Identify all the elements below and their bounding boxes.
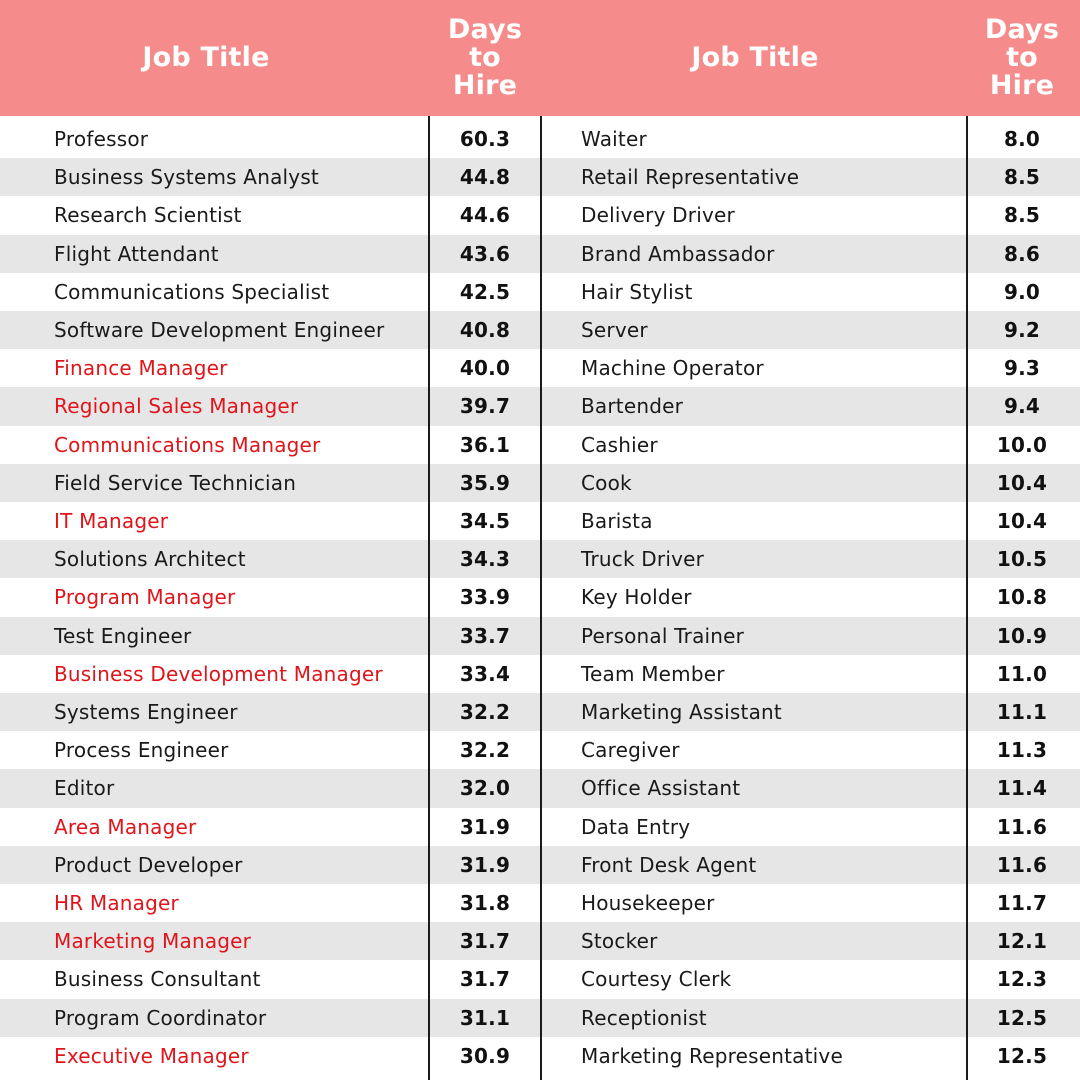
right-job-title: Cashier: [581, 432, 658, 457]
left-job-title: Marketing Manager: [54, 929, 252, 954]
right-days-to-hire: 10.0: [996, 432, 1048, 457]
right-job-title: Server: [581, 318, 648, 343]
left-job-title: Regional Sales Manager: [54, 394, 299, 419]
right-days-to-hire: 9.3: [1003, 356, 1041, 381]
column-divider: [428, 116, 430, 1080]
left-job-title: Editor: [54, 776, 115, 801]
right-days-to-hire: 10.4: [996, 470, 1048, 495]
left-job-title: Research Scientist: [54, 203, 242, 228]
left-job-title: Test Engineer: [54, 623, 192, 648]
left-days-to-hire: 42.5: [459, 279, 511, 304]
column-divider: [966, 116, 968, 1080]
right-job-title: Team Member: [581, 661, 725, 686]
right-days-to-hire: 9.0: [1003, 279, 1041, 304]
right-job-title: Front Desk Agent: [581, 852, 757, 877]
left-days-to-hire: 44.8: [459, 165, 511, 190]
right-job-title: Housekeeper: [581, 891, 715, 916]
left-job-title: Program Manager: [54, 585, 236, 610]
left-days-to-hire: 40.8: [459, 318, 511, 343]
left-days-to-hire: 30.9: [459, 1043, 511, 1068]
left-days-to-hire: 33.7: [459, 623, 511, 648]
right-days-to-hire: 11.7: [996, 891, 1048, 916]
left-days-to-hire: 32.2: [459, 738, 511, 763]
left-job-title: Program Coordinator: [54, 1005, 267, 1030]
left-days-to-hire: 44.6: [459, 203, 511, 228]
left-job-title: Finance Manager: [54, 356, 228, 381]
left-job-title: Software Development Engineer: [54, 318, 385, 343]
right-job-title: Delivery Driver: [581, 203, 735, 228]
left-job-title: Solutions Architect: [54, 547, 246, 572]
left-job-title: Executive Manager: [54, 1043, 249, 1068]
left-days-to-hire: 31.7: [459, 967, 511, 992]
left-job-title: Business Systems Analyst: [54, 165, 319, 190]
left-days-to-hire: 33.4: [459, 661, 511, 686]
right-job-title: Bartender: [581, 394, 684, 419]
header-days-to-hire-right: Days to Hire: [984, 14, 1060, 101]
right-job-title: Machine Operator: [581, 356, 764, 381]
left-job-title: Professor: [54, 127, 149, 152]
left-days-to-hire: 31.8: [459, 891, 511, 916]
left-days-to-hire: 39.7: [459, 394, 511, 419]
right-days-to-hire: 12.1: [996, 929, 1048, 954]
right-days-to-hire: 10.5: [996, 547, 1048, 572]
left-job-title: Business Development Manager: [54, 661, 383, 686]
right-days-to-hire: 12.5: [996, 1043, 1048, 1068]
left-days-to-hire: 36.1: [459, 432, 511, 457]
header-job-title-right: Job Title: [691, 42, 819, 73]
left-job-title: Process Engineer: [54, 738, 229, 763]
left-job-title: Systems Engineer: [54, 700, 238, 725]
left-job-title: Business Consultant: [54, 967, 261, 992]
right-job-title: Hair Stylist: [581, 279, 693, 304]
left-job-title: Area Manager: [54, 814, 197, 839]
right-days-to-hire: 8.0: [1003, 127, 1041, 152]
right-days-to-hire: 12.3: [996, 967, 1048, 992]
right-job-title: Data Entry: [581, 814, 691, 839]
header-days-to-hire-left: Days to Hire: [447, 14, 523, 101]
right-job-title: Cook: [581, 470, 632, 495]
left-job-title: Field Service Technician: [54, 470, 297, 495]
left-days-to-hire: 31.9: [459, 814, 511, 839]
right-days-to-hire: 9.2: [1003, 318, 1041, 343]
left-job-title: Communications Manager: [54, 432, 321, 457]
right-days-to-hire: 8.6: [1003, 241, 1041, 266]
right-days-to-hire: 11.6: [996, 814, 1048, 839]
left-job-title: Product Developer: [54, 852, 243, 877]
left-job-title: Communications Specialist: [54, 279, 330, 304]
right-job-title: Receptionist: [581, 1005, 707, 1030]
right-job-title: Brand Ambassador: [581, 241, 775, 266]
right-job-title: Barista: [581, 509, 653, 534]
right-days-to-hire: 8.5: [1003, 165, 1041, 190]
right-job-title: Key Holder: [581, 585, 692, 610]
right-days-to-hire: 11.6: [996, 852, 1048, 877]
right-days-to-hire: 11.0: [996, 661, 1048, 686]
left-days-to-hire: 40.0: [459, 356, 511, 381]
right-job-title: Marketing Representative: [581, 1043, 843, 1068]
right-days-to-hire: 9.4: [1003, 394, 1041, 419]
left-days-to-hire: 31.1: [459, 1005, 511, 1030]
left-days-to-hire: 31.9: [459, 852, 511, 877]
left-days-to-hire: 34.3: [459, 547, 511, 572]
left-days-to-hire: 34.5: [459, 509, 511, 534]
right-days-to-hire: 8.5: [1003, 203, 1041, 228]
right-job-title: Courtesy Clerk: [581, 967, 732, 992]
left-days-to-hire: 31.7: [459, 929, 511, 954]
right-job-title: Caregiver: [581, 738, 680, 763]
right-days-to-hire: 11.4: [996, 776, 1048, 801]
right-job-title: Waiter: [581, 127, 647, 152]
left-days-to-hire: 33.9: [459, 585, 511, 610]
right-job-title: Stocker: [581, 929, 658, 954]
left-job-title: Flight Attendant: [54, 241, 219, 266]
left-days-to-hire: 32.2: [459, 700, 511, 725]
right-job-title: Truck Driver: [581, 547, 705, 572]
header-job-title-left: Job Title: [142, 42, 270, 73]
right-job-title: Office Assistant: [581, 776, 741, 801]
right-job-title: Marketing Assistant: [581, 700, 782, 725]
left-days-to-hire: 43.6: [459, 241, 511, 266]
right-days-to-hire: 10.8: [996, 585, 1048, 610]
left-days-to-hire: 35.9: [459, 470, 511, 495]
right-job-title: Retail Representative: [581, 165, 800, 190]
right-days-to-hire: 11.3: [996, 738, 1048, 763]
right-days-to-hire: 10.9: [996, 623, 1048, 648]
left-job-title: HR Manager: [54, 891, 179, 916]
table-header: [0, 0, 1080, 116]
right-days-to-hire: 10.4: [996, 509, 1048, 534]
right-days-to-hire: 12.5: [996, 1005, 1048, 1030]
left-days-to-hire: 32.0: [459, 776, 511, 801]
column-divider: [540, 116, 542, 1080]
right-job-title: Personal Trainer: [581, 623, 745, 648]
left-days-to-hire: 60.3: [459, 127, 511, 152]
right-days-to-hire: 11.1: [996, 700, 1048, 725]
left-job-title: IT Manager: [54, 509, 169, 534]
